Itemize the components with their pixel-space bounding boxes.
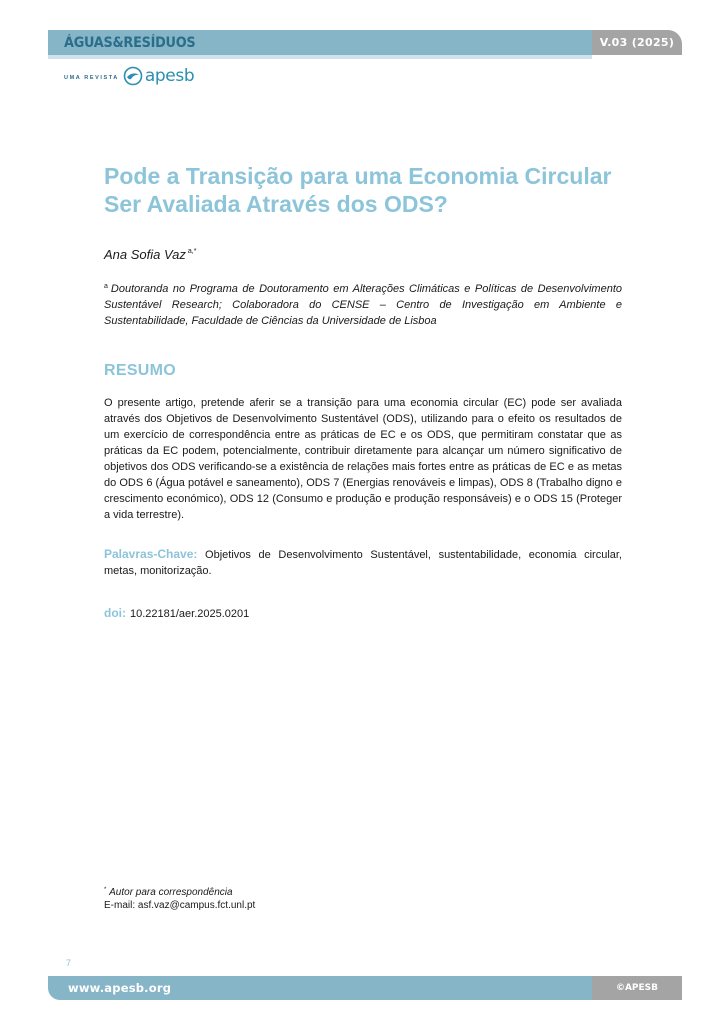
keywords — [104, 546, 622, 579]
volume-label: V.03 (2025) — [599, 36, 675, 49]
header-subband — [48, 55, 592, 59]
water-drop-logo-icon — [123, 66, 143, 86]
magazine-caption: UMA REVISTA — [64, 75, 119, 81]
page-number: 7 — [66, 958, 72, 968]
volume-tab — [592, 30, 682, 55]
abstract-text: O presente artigo, pretende aferir se a transição para uma economia circular (EC) pode ser avaliada através dos Objetivos de Desenvolvimento Sustentável (ODS), utilizando para o efeito os resultados de um exercício de correspondência entre as práticas de EC e os ODS, que permitiram constatar que as práticas da EC podem, potencialmente, contribuir diretamente para alcançar um número significativo de objetivos dos ODS verificando-se a existência de relações mais fortes entre as práticas de EC e as metas do ODS 6 (Água potável e saneamento), ODS 7 (Energias renováveis e limpas), ODS 8 (Trabalho digno e crescimento económico), ODS 12 (Consumo e produção e produção responsáveis) e o ODS 15 (Proteger a vida terrestre). — [104, 397, 622, 521]
abstract-heading: RESUMO — [104, 362, 177, 379]
article-title: Pode a Transição para uma Economia Circular Ser Avaliada Através dos ODS? — [104, 163, 612, 217]
publisher-line — [64, 62, 194, 86]
author-line — [104, 247, 196, 262]
author-marks: a,* — [187, 248, 197, 255]
footer-copyright-tab — [592, 976, 682, 1000]
footer-band — [48, 976, 592, 1000]
doi-link[interactable]: 10.22181/aer.2025.0201 — [130, 608, 250, 620]
doi-line — [104, 606, 249, 620]
website-link[interactable]: www.apesb.org — [68, 981, 172, 995]
correspondence-label: Autor para correspondência — [109, 887, 233, 898]
affiliation — [104, 279, 622, 329]
correspondence-mark: * — [104, 887, 107, 893]
keywords-text: Objetivos de Desenvolvimento Sustentável, sustentabilidade, economia circular, metas, monitorização. — [104, 549, 622, 577]
author-name: Ana Sofia Vaz — [104, 247, 186, 262]
affiliation-text: Doutoranda no Programa de Doutoramento em Alterações Climáticas e Políticas de Desenvolvimento Sustentável Research; Colaboradora do CENSE – Centro de Investigação em Ambiente e Sustentabilidade, Faculdade de Ciências da Universidade de Lisboa — [104, 283, 622, 327]
copyright-label: ©APESB — [615, 983, 659, 993]
publisher-name: apesb — [144, 66, 195, 86]
doi-label: doi: — [104, 606, 126, 620]
journal-brand: ÁGUAS&RESÍDUOS — [64, 35, 196, 51]
affiliation-mark: a — [104, 283, 108, 290]
keywords-label: Palavras-Chave: — [104, 547, 198, 561]
correspondence-note — [104, 884, 255, 912]
email-line[interactable]: E-mail: asf.vaz@campus.fct.unl.pt — [104, 900, 256, 911]
publisher-logo — [123, 66, 194, 86]
